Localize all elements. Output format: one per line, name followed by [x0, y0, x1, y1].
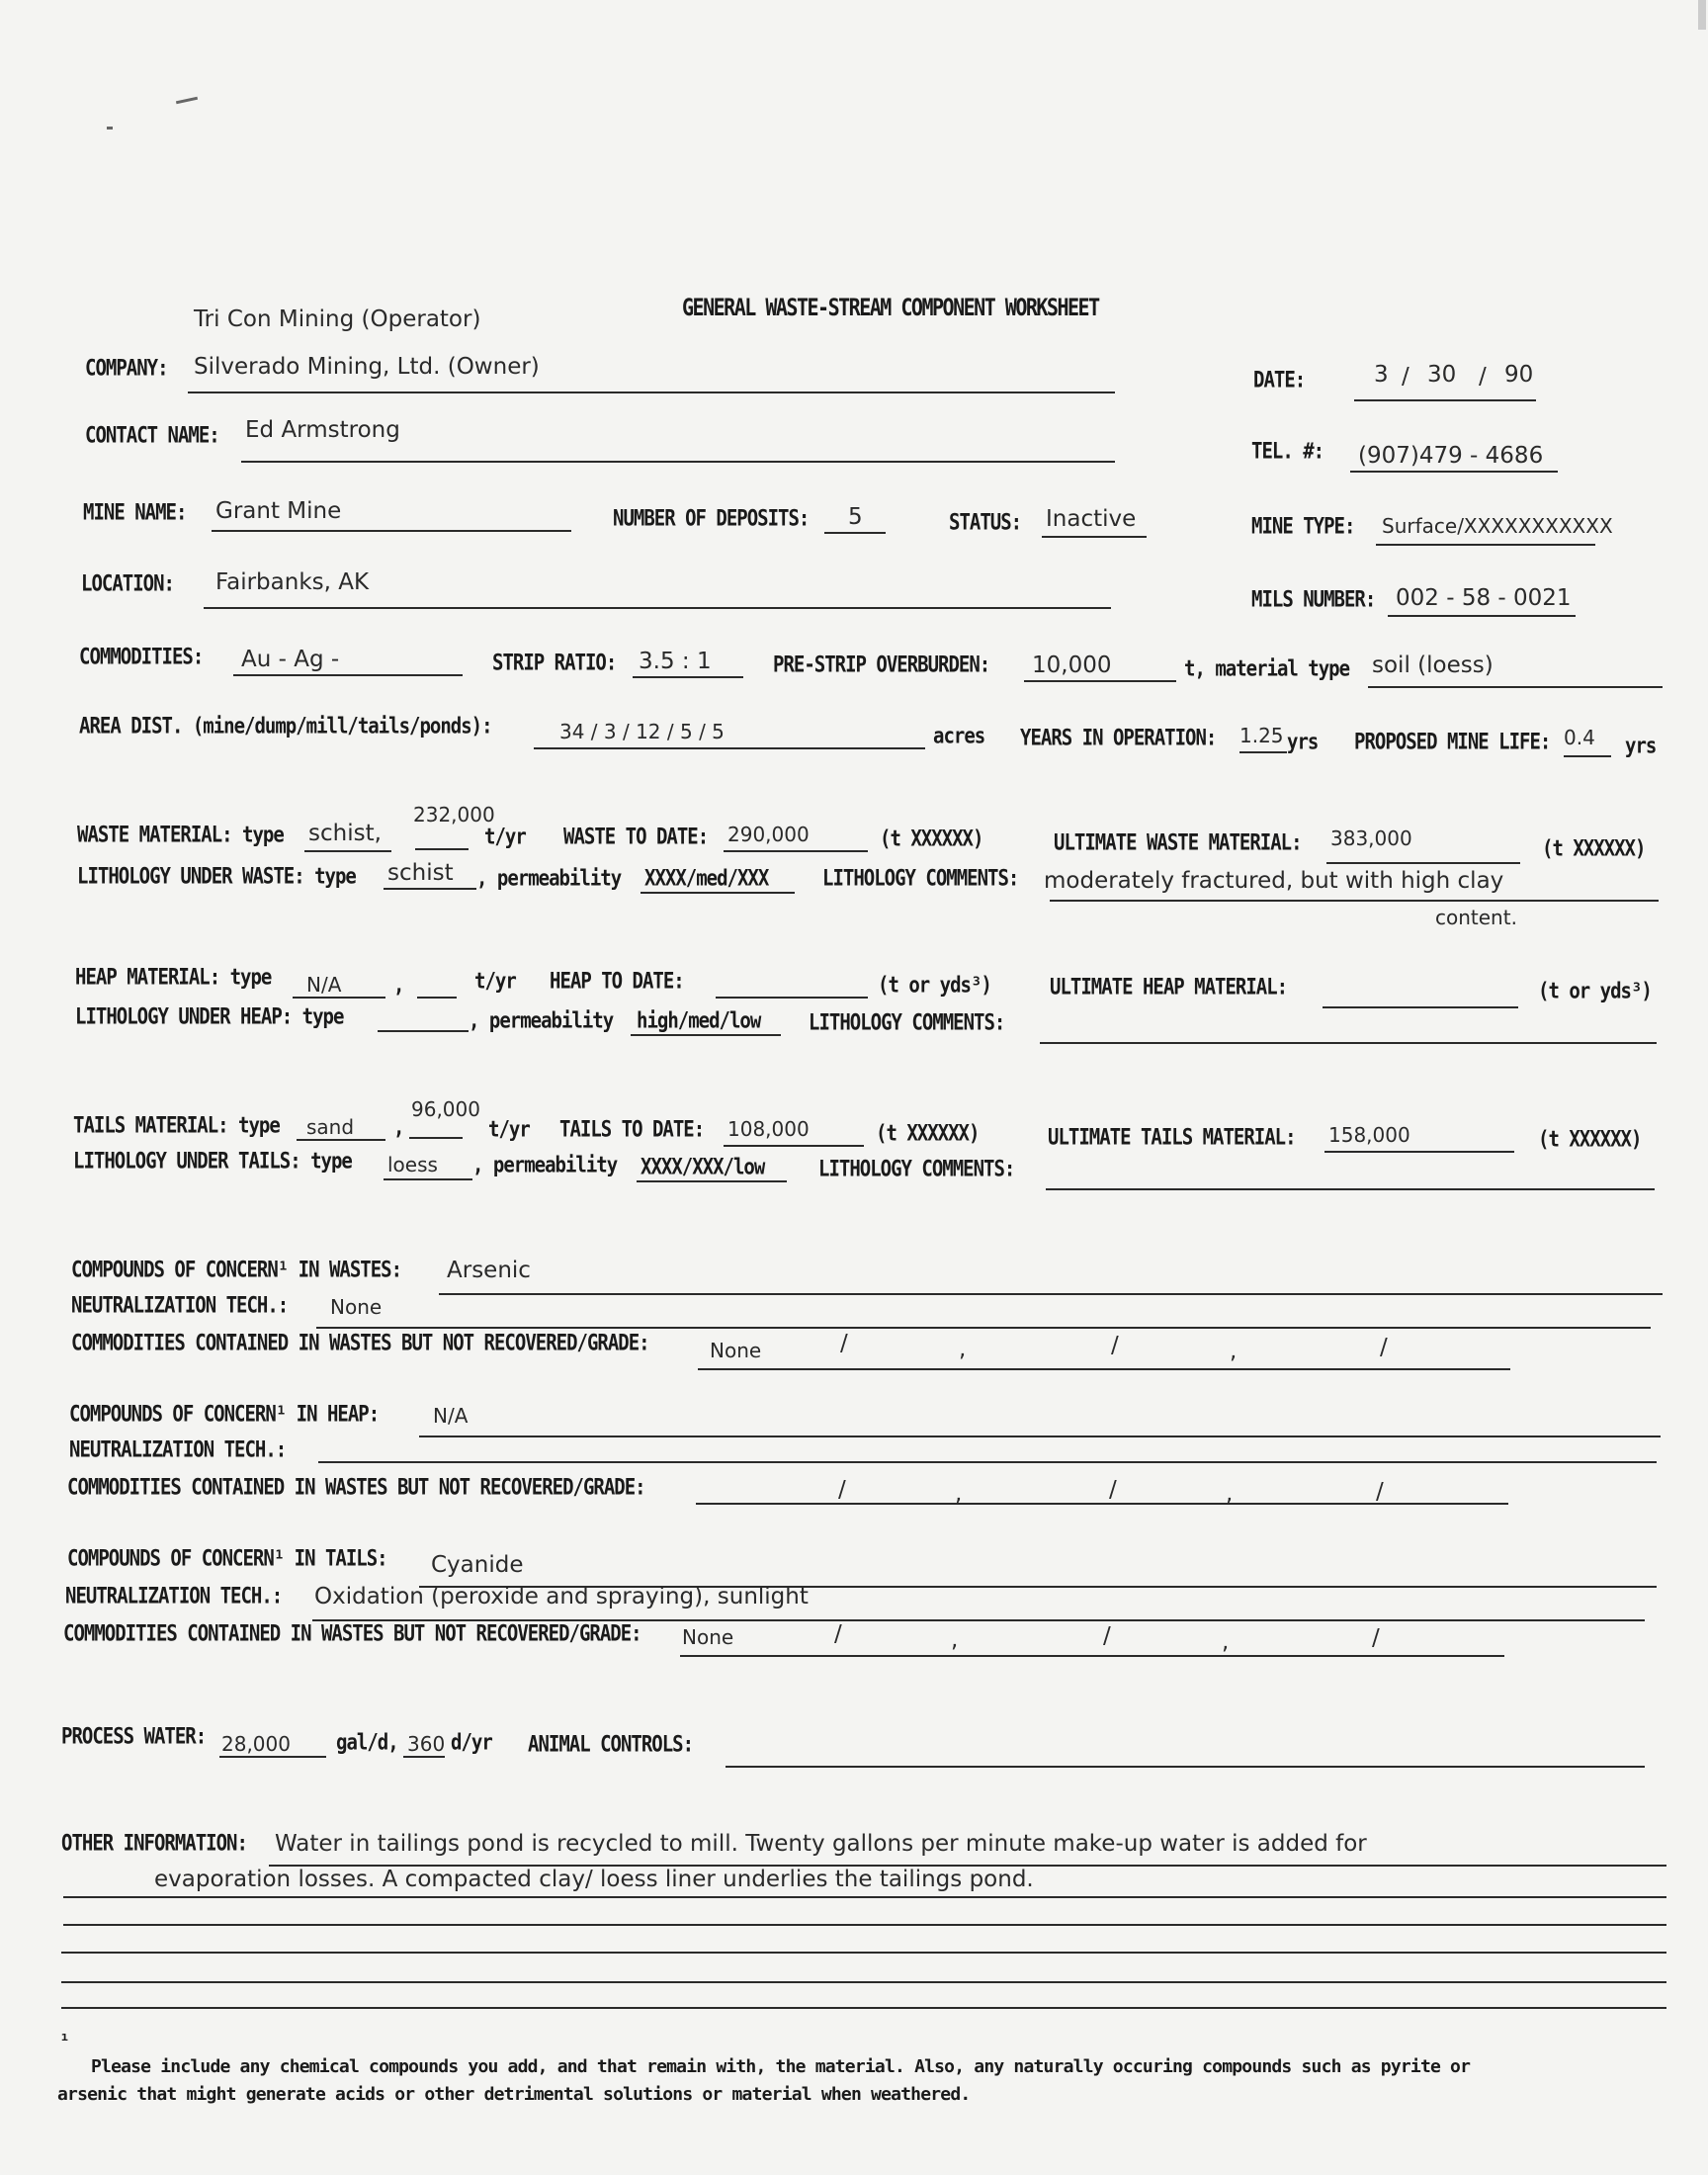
- neut-tails-label: NEUTRALIZATION TECH.:: [65, 1584, 283, 1610]
- grade-comma: ,: [959, 1337, 967, 1362]
- tails-to-date-line: [724, 1145, 864, 1147]
- neut-tails-value: Oxidation (peroxide and spraying), sunlight: [314, 1584, 809, 1610]
- heap-comma: ,: [393, 973, 404, 999]
- waste-litho-type-line: [384, 888, 476, 890]
- area-label: AREA DIST. (mine/dump/mill/tails/ponds):: [79, 714, 492, 740]
- company-value: Silverado Mining, Ltd. (Owner): [194, 354, 540, 380]
- process-water-days-unit: d/yr: [451, 1730, 492, 1756]
- concern-wastes-value: Arsenic: [447, 1258, 531, 1283]
- waste-perm-line: [640, 892, 795, 894]
- heap-to-date-line: [716, 997, 868, 999]
- process-water-days: 360: [407, 1732, 446, 1756]
- other-info-line-1: Water in tailings pond is recycled to mill. Twenty gallons per minute make-up water is added for: [275, 1831, 1367, 1857]
- tails-comma: ,: [393, 1115, 404, 1141]
- location-value: Fairbanks, AK: [215, 569, 370, 595]
- heap-ultimate-label: ULTIMATE HEAP MATERIAL:: [1050, 975, 1288, 1000]
- mils-label: MILS NUMBER:: [1251, 587, 1376, 613]
- waste-comments: moderately fractured, but with high clay: [1044, 868, 1504, 894]
- concern-tails-label: COMPOUNDS OF CONCERN¹ IN TAILS:: [67, 1546, 387, 1572]
- comm-tails-value: None: [682, 1625, 734, 1649]
- grade-slash: /: [838, 1477, 846, 1503]
- waste-to-date-unit: (t XXXXXX): [880, 826, 983, 852]
- contact-label: CONTACT NAME:: [85, 423, 219, 449]
- mine-name-value: Grant Mine: [215, 498, 342, 524]
- concern-heap-label: COMPOUNDS OF CONCERN¹ IN HEAP:: [69, 1402, 380, 1428]
- waste-label: WASTE MATERIAL: type: [77, 823, 284, 848]
- tails-perm-label: , permeability: [472, 1153, 618, 1178]
- mine-life-unit: yrs: [1625, 734, 1657, 759]
- tails-label: TAILS MATERIAL: type: [73, 1113, 280, 1139]
- grade-slash: /: [1111, 1333, 1119, 1358]
- comm-heap-label: COMMODITIES CONTAINED IN WASTES BUT NOT RECOVERED/GRADE:: [67, 1475, 645, 1501]
- tails-to-date-label: TAILS TO DATE:: [559, 1117, 705, 1143]
- strip-ratio-label: STRIP RATIO:: [492, 651, 617, 676]
- tails-litho-type-line: [384, 1178, 472, 1180]
- process-water-unit: gal/d,: [336, 1730, 398, 1756]
- tails-rate-line: [409, 1137, 463, 1139]
- prestrip-value: 10,000: [1032, 652, 1112, 678]
- neut-wastes-value: None: [330, 1295, 383, 1319]
- waste-to-date: 290,000: [727, 823, 810, 846]
- other-info-line-2: evaporation losses. A compacted clay/ loess liner underlies the tailings pond.: [154, 1867, 1034, 1892]
- contact-line: [241, 461, 1115, 463]
- prestrip-material-line: [1368, 686, 1663, 688]
- scan-speck: [1698, 0, 1706, 30]
- mine-name-line: [212, 530, 571, 532]
- mils-value: 002 - 58 - 0021: [1396, 585, 1572, 611]
- tails-litho-type: loess: [387, 1153, 438, 1176]
- concern-heap-line: [419, 1436, 1661, 1437]
- heap-to-date-label: HEAP TO DATE:: [550, 969, 684, 995]
- process-water-days-line: [403, 1756, 445, 1758]
- scan-speck: [107, 127, 113, 130]
- concern-wastes-line: [439, 1293, 1663, 1295]
- prestrip-unit: t, material type: [1184, 656, 1350, 682]
- grade-slash: /: [1380, 1335, 1388, 1360]
- waste-to-date-label: WASTE TO DATE:: [563, 825, 709, 850]
- operator-note: Tri Con Mining (Operator): [194, 306, 481, 332]
- grade-comma: ,: [951, 1627, 959, 1653]
- concern-heap-value: N/A: [433, 1404, 469, 1428]
- grade-comma: ,: [1226, 1481, 1234, 1507]
- heap-comments-label: LITHOLOGY COMMENTS:: [809, 1010, 1005, 1036]
- tel-label: TEL. #:: [1251, 439, 1324, 465]
- tails-comments-line: [1046, 1188, 1655, 1190]
- company-line: [188, 392, 1115, 393]
- waste-rate-line: [415, 848, 469, 850]
- footnote-line-2: arsenic that might generate acids or other detrimental solutions or material when weathered.: [57, 2084, 971, 2105]
- waste-ultimate-unit: (t XXXXXX): [1542, 836, 1646, 862]
- heap-perm-line: [631, 1034, 781, 1036]
- deposits-label: NUMBER OF DEPOSITS:: [613, 506, 810, 532]
- heap-label: HEAP MATERIAL: type: [75, 965, 272, 991]
- other-info-rule: [61, 2007, 1666, 2009]
- waste-rate-unit: t/yr: [484, 825, 526, 850]
- neut-heap-line: [318, 1461, 1657, 1463]
- waste-comments-2: content.: [1435, 906, 1517, 929]
- location-line: [204, 607, 1111, 609]
- heap-type: N/A: [306, 973, 342, 997]
- tails-rate: 96,000: [411, 1097, 480, 1121]
- grade-slash: /: [1372, 1625, 1380, 1651]
- heap-to-date-unit: (t or yds³): [878, 973, 991, 999]
- commodities-value: Au - Ag -: [241, 647, 340, 672]
- years-line: [1239, 751, 1287, 753]
- waste-ultimate: 383,000: [1330, 826, 1412, 850]
- waste-type-line: [304, 850, 391, 852]
- date-line: [1354, 399, 1536, 401]
- company-label: COMPANY:: [85, 356, 168, 382]
- heap-litho-type-line: [378, 1030, 469, 1032]
- comm-tails-label: COMMODITIES CONTAINED IN WASTES BUT NOT RECOVERED/GRADE:: [63, 1621, 641, 1647]
- heap-ultimate-line: [1323, 1006, 1518, 1008]
- waste-to-date-line: [724, 850, 868, 852]
- waste-type: schist,: [308, 821, 382, 846]
- date-sep: /: [1402, 364, 1409, 390]
- other-info-rule: [61, 1952, 1666, 1954]
- grade-comma: ,: [1230, 1339, 1238, 1364]
- heap-ultimate-unit: (t or yds³): [1538, 979, 1652, 1004]
- process-water-value: 28,000: [221, 1732, 291, 1756]
- grade-slash: /: [1376, 1479, 1384, 1505]
- other-info-rule: [63, 1924, 1666, 1926]
- prestrip-label: PRE-STRIP OVERBURDEN:: [773, 652, 990, 678]
- mine-life-value: 0.4: [1564, 726, 1595, 749]
- grade-slash: /: [1109, 1477, 1117, 1503]
- grade-comma: ,: [1222, 1629, 1230, 1655]
- mine-type-value: Surface/XXXXXXXXXXX: [1382, 514, 1613, 538]
- heap-type-line: [293, 997, 385, 999]
- tails-to-date: 108,000: [727, 1117, 810, 1141]
- date-day: 30: [1427, 362, 1457, 388]
- strip-ratio-value: 3.5 : 1: [639, 649, 712, 674]
- comm-wastes-value: None: [710, 1339, 762, 1362]
- scan-speck: [176, 97, 198, 105]
- grade-slash: /: [840, 1331, 848, 1356]
- process-water-line: [219, 1756, 326, 1758]
- tails-ultimate-line: [1324, 1151, 1514, 1153]
- comm-heap-line: [696, 1503, 1508, 1505]
- area-value: 34 / 3 / 12 / 5 / 5: [559, 720, 725, 743]
- mine-name-label: MINE NAME:: [83, 500, 187, 526]
- grade-slash: /: [1103, 1623, 1111, 1649]
- heap-litho-label: LITHOLOGY UNDER HEAP: type: [75, 1004, 344, 1030]
- heap-perm: high/med/low: [637, 1008, 761, 1034]
- footnote-mark: ¹: [59, 2031, 70, 2051]
- mine-life-line: [1564, 755, 1611, 757]
- tails-ultimate-label: ULTIMATE TAILS MATERIAL:: [1048, 1125, 1296, 1151]
- grade-slash: /: [834, 1621, 842, 1647]
- waste-litho-type: schist: [387, 860, 454, 886]
- date-year: 90: [1504, 362, 1534, 388]
- other-info-rule: [61, 1981, 1666, 1983]
- concern-wastes-label: COMPOUNDS OF CONCERN¹ IN WASTES:: [71, 1258, 402, 1283]
- commodities-line: [233, 674, 463, 676]
- concern-tails-value: Cyanide: [431, 1552, 524, 1578]
- prestrip-line: [1024, 680, 1176, 682]
- years-value: 1.25: [1239, 724, 1284, 747]
- tails-ultimate: 158,000: [1328, 1123, 1410, 1147]
- grade-comma: ,: [955, 1481, 963, 1507]
- prestrip-material: soil (loess): [1372, 652, 1494, 678]
- waste-litho-label: LITHOLOGY UNDER WASTE: type: [77, 864, 356, 890]
- waste-perm: XXXX/med/XXX: [644, 866, 769, 892]
- animal-controls-label: ANIMAL CONTROLS:: [528, 1732, 694, 1758]
- tel-value: (907)479 - 4686: [1358, 443, 1544, 469]
- tails-perm-line: [637, 1180, 787, 1182]
- strip-ratio-line: [633, 676, 743, 678]
- comm-wastes-label: COMMODITIES CONTAINED IN WASTES BUT NOT RECOVERED/GRADE:: [71, 1331, 649, 1356]
- tails-to-date-unit: (t XXXXXX): [876, 1121, 980, 1147]
- tails-litho-label: LITHOLOGY UNDER TAILS: type: [73, 1149, 352, 1174]
- neut-wastes-line: [316, 1327, 1651, 1329]
- years-unit: yrs: [1287, 730, 1319, 755]
- other-info-label: OTHER INFORMATION:: [61, 1831, 247, 1857]
- date-label: DATE:: [1253, 368, 1306, 393]
- location-label: LOCATION:: [81, 571, 174, 597]
- status-value: Inactive: [1046, 506, 1137, 532]
- date-sep: /: [1479, 364, 1487, 390]
- area-unit: acres: [933, 724, 985, 749]
- heap-rate-line: [417, 997, 457, 999]
- process-water-label: PROCESS WATER:: [61, 1724, 207, 1750]
- mils-line: [1388, 615, 1576, 617]
- mine-life-label: PROPOSED MINE LIFE:: [1354, 730, 1551, 755]
- other-info-rule: [63, 1896, 1666, 1898]
- tails-comments-label: LITHOLOGY COMMENTS:: [818, 1157, 1015, 1182]
- footnote-line-1: Please include any chemical compounds you add, and that remain with, the material. Also, any naturally occuring compounds such as pyrite or: [91, 2056, 1471, 2077]
- deposits-line: [824, 532, 886, 534]
- waste-ultimate-label: ULTIMATE WASTE MATERIAL:: [1054, 830, 1302, 856]
- waste-comments-label: LITHOLOGY COMMENTS:: [822, 866, 1019, 892]
- tails-ultimate-unit: (t XXXXXX): [1538, 1127, 1642, 1153]
- mine-type-label: MINE TYPE:: [1251, 514, 1355, 540]
- tel-line: [1350, 471, 1558, 473]
- comm-wastes-line: [698, 1368, 1510, 1370]
- tails-rate-unit: t/yr: [488, 1117, 530, 1143]
- status-label: STATUS:: [949, 510, 1022, 536]
- tails-perm: XXXX/XXX/low: [640, 1155, 765, 1180]
- comm-tails-line: [680, 1655, 1504, 1657]
- heap-rate-unit: t/yr: [474, 969, 516, 995]
- form-title: GENERAL WASTE-STREAM COMPONENT WORKSHEET: [682, 293, 1099, 321]
- waste-perm-label: , permeability: [476, 866, 622, 892]
- status-line: [1042, 536, 1147, 538]
- waste-comments-line: [1050, 900, 1659, 902]
- years-label: YEARS IN OPERATION:: [1020, 726, 1217, 751]
- heap-perm-label: , permeability: [469, 1008, 614, 1034]
- mine-type-line: [1376, 544, 1595, 546]
- waste-ultimate-line: [1326, 862, 1520, 864]
- animal-controls-line: [726, 1766, 1645, 1768]
- contact-value: Ed Armstrong: [245, 417, 400, 443]
- date-month: 3: [1374, 362, 1389, 388]
- neut-heap-label: NEUTRALIZATION TECH.:: [69, 1437, 287, 1463]
- heap-comments-line: [1040, 1042, 1657, 1044]
- neut-wastes-label: NEUTRALIZATION TECH.:: [71, 1293, 289, 1319]
- waste-rate: 232,000: [413, 803, 495, 826]
- commodities-label: COMMODITIES:: [79, 645, 204, 670]
- area-line: [534, 747, 925, 749]
- deposits-value: 5: [848, 504, 863, 530]
- tails-type: sand: [306, 1115, 355, 1139]
- tails-type-line: [297, 1139, 385, 1141]
